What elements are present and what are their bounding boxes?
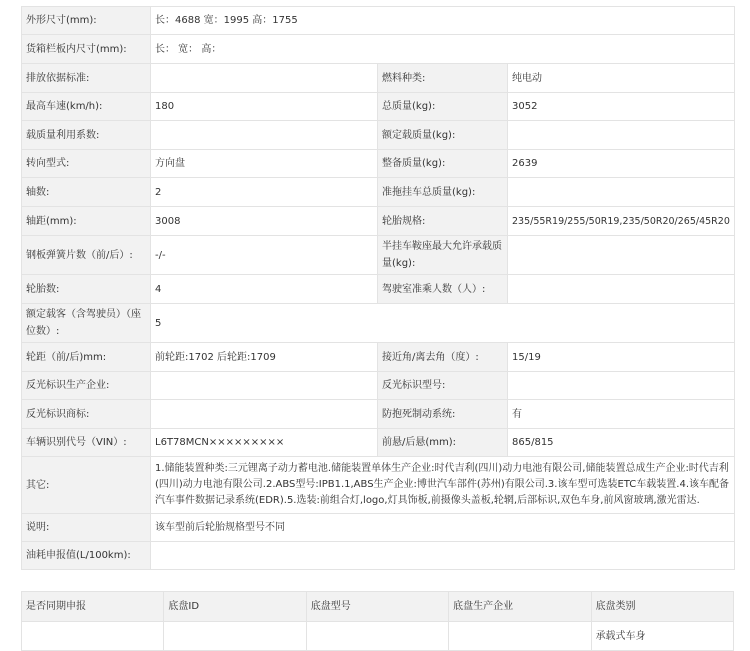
steering-value: 方向盘 [151,150,378,178]
vin-value: L6T78MCN××××××××× [151,429,378,457]
dimensions-value: 长：4688 宽：1995 高：1755 [151,7,735,35]
cab-passengers-value [508,275,735,304]
track-label: 轮距（前/后)mm: [22,343,151,372]
row-speed-mass [22,93,735,121]
seats-value: 5 [151,304,735,343]
row-fuel-report [22,542,735,570]
emission-std-label: 排放依据标准: [22,64,151,93]
row-load [22,121,735,150]
approach-value: 15/19 [508,343,735,372]
cargo-value: 长： 宽： 高： [151,35,735,64]
chassis-table [21,591,734,651]
abs-label: 防抱死制动系统: [378,400,508,429]
trailer-mass-value [508,178,735,207]
chassis-header-maker: 底盘生产企业 [449,592,591,622]
other-label: 其它: [22,457,151,514]
chassis-header-row [22,592,734,622]
seats-label: 额定载客（含驾驶员）（座位数）: [22,304,151,343]
row-note [22,514,735,542]
max-speed-value: 180 [151,93,378,121]
fuel-report-label: 油耗申报值(L/100km): [22,542,151,570]
note-label: 说明: [22,514,151,542]
note-value: 该车型前后轮胎规格型号不同 [151,514,735,542]
row-track [22,343,735,372]
row-emission-fuel [22,64,735,93]
chassis-header-id: 底盘ID [164,592,306,622]
tire-count-value: 4 [151,275,378,304]
chassis-data-row [22,622,734,651]
chassis-id-value [164,622,306,651]
chassis-concurrent-value [22,622,164,651]
wheelbase-label: 轴距(mm): [22,207,151,236]
curb-mass-label: 整备质量(kg): [378,150,508,178]
overhang-label: 前悬/后悬(mm): [378,429,508,457]
leaf-spring-value: -/- [151,236,378,275]
wheelbase-value: 3008 [151,207,378,236]
chassis-header-model: 底盘型号 [306,592,448,622]
vin-label: 车辆识别代号（VIN）: [22,429,151,457]
row-seats [22,304,735,343]
other-value: 1.储能装置种类:三元锂离子动力蓄电池.储能装置单体生产企业:时代吉利(四川)动力电池有限公司,储能装置总成生产企业:时代吉利(四川)动力电池有限公司.2.ABS型号:IPB1.1,ABS生产企业:博世汽车部件(苏州)有限公司.3.该车型可选装ETC车载装置.4.该车配备汽车事件数据记录系统(EDR).5.选装:前组合灯,logo,灯具饰板,前摄像头盖板,轮辋,后部标识,双色车身,前风窗玻璃,激光雷达. [151,457,735,514]
row-other [22,457,735,514]
tire-spec-label: 轮胎规格: [378,207,508,236]
row-reflector-maker [22,372,735,400]
axles-value: 2 [151,178,378,207]
rated-load-value [508,121,735,150]
reflector-model-label: 反光标识型号: [378,372,508,400]
saddle-load-label: 半挂车鞍座最大允许承载质量(kg): [378,236,508,275]
trailer-mass-label: 准拖挂车总质量(kg): [378,178,508,207]
curb-mass-value: 2639 [508,150,735,178]
dimensions-label: 外形尺寸(mm): [22,7,151,35]
cargo-label: 货箱栏板内尺寸(mm): [22,35,151,64]
load-util-label: 载质量利用系数: [22,121,151,150]
track-value: 前轮距:1702 后轮距:1709 [151,343,378,372]
total-mass-value: 3052 [508,93,735,121]
reflector-maker-value [151,372,378,400]
row-steering [22,150,735,178]
approach-label: 接近角/离去角（度）: [378,343,508,372]
chassis-header-concurrent: 是否同期申报 [22,592,164,622]
chassis-category-value: 承载式车身 [591,622,733,651]
max-speed-label: 最高车速(km/h): [22,93,151,121]
row-tires [22,275,735,304]
row-vin [22,429,735,457]
emission-std-value [151,64,378,93]
cab-passengers-label: 驾驶室准乘人数（人）: [378,275,508,304]
row-cargo [22,35,735,64]
abs-value: 有 [508,400,735,429]
load-util-value [151,121,378,150]
row-dimensions [22,7,735,35]
overhang-value: 865/815 [508,429,735,457]
reflector-maker-label: 反光标识生产企业: [22,372,151,400]
saddle-load-value [508,236,735,275]
chassis-maker-value [449,622,591,651]
reflector-model-value [508,372,735,400]
row-spring-saddle [22,236,735,275]
fuel-type-label: 燃料种类: [378,64,508,93]
chassis-header-category: 底盘类别 [591,592,733,622]
tire-spec-value: 235/55R19/255/50R19,235/50R20/265/45R20 [508,207,735,236]
row-axles [22,178,735,207]
fuel-report-value [151,542,735,570]
leaf-spring-label: 钢板弹簧片数（前/后）: [22,236,151,275]
row-wheelbase [22,207,735,236]
fuel-type-value: 纯电动 [508,64,735,93]
tire-count-label: 轮胎数: [22,275,151,304]
total-mass-label: 总质量(kg): [378,93,508,121]
reflector-brand-label: 反光标识商标: [22,400,151,429]
reflector-brand-value [151,400,378,429]
rated-load-label: 额定载质量(kg): [378,121,508,150]
chassis-model-value [306,622,448,651]
row-reflector-brand [22,400,735,429]
steering-label: 转向型式: [22,150,151,178]
axles-label: 轴数: [22,178,151,207]
vehicle-spec-table [21,6,735,570]
